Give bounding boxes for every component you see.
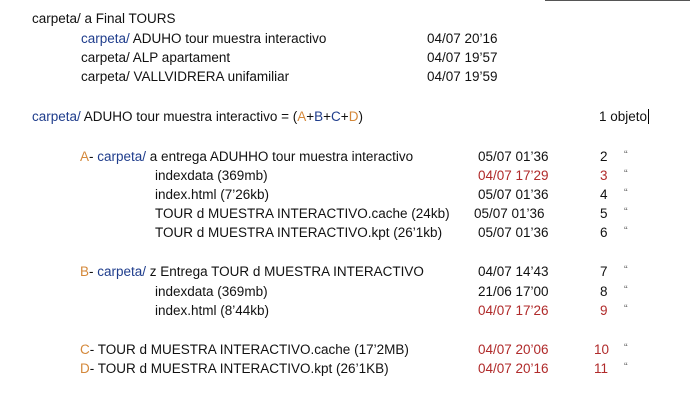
group-date: 04/07 14’43: [478, 264, 549, 279]
folder-prefix: carpeta/: [81, 69, 130, 84]
row-number: 7: [600, 264, 608, 279]
folder-entry-vallvidrera: [81, 69, 289, 85]
folder-prefix: carpeta/: [81, 50, 130, 65]
plus-sign: +: [323, 109, 332, 124]
file-name: index.html (7’26kb): [155, 187, 270, 202]
folder-name: ALP apartament: [129, 50, 231, 65]
row-number: 8: [600, 284, 608, 299]
root-folder-line: [32, 11, 176, 27]
part-letter-c: C: [331, 109, 341, 124]
file-name: index.html (8’44kb): [155, 303, 270, 318]
folder-date: 04/07 19’59: [427, 69, 498, 84]
row-number: 10: [594, 342, 610, 357]
folder-prefix: carpeta/: [81, 31, 130, 46]
close-paren: ): [358, 109, 363, 124]
text-cursor: [648, 109, 649, 124]
ditto-mark: “: [624, 342, 628, 354]
group-name: a entrega ADUHHO tour muestra interactivo: [146, 149, 414, 164]
group-letter: B: [80, 264, 90, 279]
group-dash: -: [89, 264, 98, 279]
file-name: TOUR d MUESTRA INTERACTIVO.cache (17’2MB): [97, 342, 409, 357]
folder-prefix: carpeta/: [97, 149, 147, 164]
folder-date: 04/07 20’16: [427, 31, 498, 46]
ditto-mark: “: [624, 303, 628, 315]
group-name: z Entrega TOUR d MUESTRA INTERACTIVO: [146, 264, 424, 279]
ditto-mark: “: [624, 187, 628, 199]
row-number: 6: [600, 225, 608, 240]
folder-prefix: carpeta/: [97, 264, 147, 279]
file-name: TOUR d MUESTRA INTERACTIVO.kpt (26’1kb): [155, 225, 443, 240]
formula-line: [32, 109, 363, 125]
file-name: indexdata (369mb): [155, 168, 268, 183]
row-number: 5: [600, 206, 608, 221]
ditto-mark: “: [624, 284, 628, 296]
file-date: 04/07 17’26: [478, 303, 549, 318]
file-name: TOUR d MUESTRA INTERACTIVO.kpt (26’1KB): [97, 361, 389, 376]
folder-prefix: carpeta/: [32, 11, 81, 26]
group-c-line: [80, 342, 409, 358]
top-rule: [545, 0, 690, 1]
folder-date: 04/07 19’57: [427, 50, 498, 65]
object-count-text: 1 objeto: [599, 109, 648, 124]
ditto-mark: “: [624, 168, 628, 180]
folder-name: ADUHO tour muestra interactivo: [129, 31, 327, 46]
file-date: 05/07 01’36: [478, 187, 549, 202]
plus-sign: +: [306, 109, 315, 124]
object-count: [599, 109, 649, 125]
file-date: 21/06 17’00: [478, 284, 549, 299]
ditto-mark: “: [624, 206, 628, 218]
folder-prefix: carpeta/: [32, 109, 81, 124]
group-letter: C: [80, 342, 90, 357]
file-date: 04/07 17’29: [478, 168, 549, 183]
file-date: 04/07 20’16: [478, 361, 549, 376]
file-date: 04/07 20’06: [478, 342, 549, 357]
group-dash: -: [89, 149, 98, 164]
row-number: 3: [600, 168, 608, 183]
root-folder-name: a Final TOURS: [80, 11, 176, 26]
group-dash: -: [89, 361, 98, 376]
group-d-line: [80, 361, 389, 377]
group-b-header: [80, 264, 424, 280]
folder-entry-aduho: [81, 31, 326, 47]
file-date: 05/07 01’36: [474, 206, 545, 221]
ditto-mark: “: [624, 149, 628, 161]
file-date: 05/07 01’36: [478, 225, 549, 240]
row-number: 2: [600, 149, 608, 164]
group-a-header: [80, 149, 413, 165]
group-letter: D: [80, 361, 90, 376]
formula-text: ADUHO tour muestra interactivo = (: [80, 109, 298, 124]
group-date: 05/07 01’36: [478, 149, 549, 164]
plus-sign: +: [340, 109, 349, 124]
row-number: 4: [600, 187, 608, 202]
folder-name: VALLVIDRERA unifamiliar: [129, 69, 290, 84]
row-number: 9: [600, 303, 608, 318]
part-letter-d: D: [348, 109, 359, 124]
ditto-mark: “: [624, 225, 628, 237]
row-number: 11: [594, 361, 609, 376]
file-name: TOUR d MUESTRA INTERACTIVO.cache (24kb): [155, 206, 450, 221]
folder-entry-alp: [81, 50, 230, 66]
group-dash: -: [89, 342, 98, 357]
ditto-mark: “: [624, 264, 628, 276]
group-letter: A: [80, 149, 90, 164]
part-letter-a: A: [297, 109, 307, 124]
part-letter-b: B: [314, 109, 324, 124]
file-name: indexdata (369mb): [155, 284, 268, 299]
ditto-mark: “: [624, 361, 628, 373]
